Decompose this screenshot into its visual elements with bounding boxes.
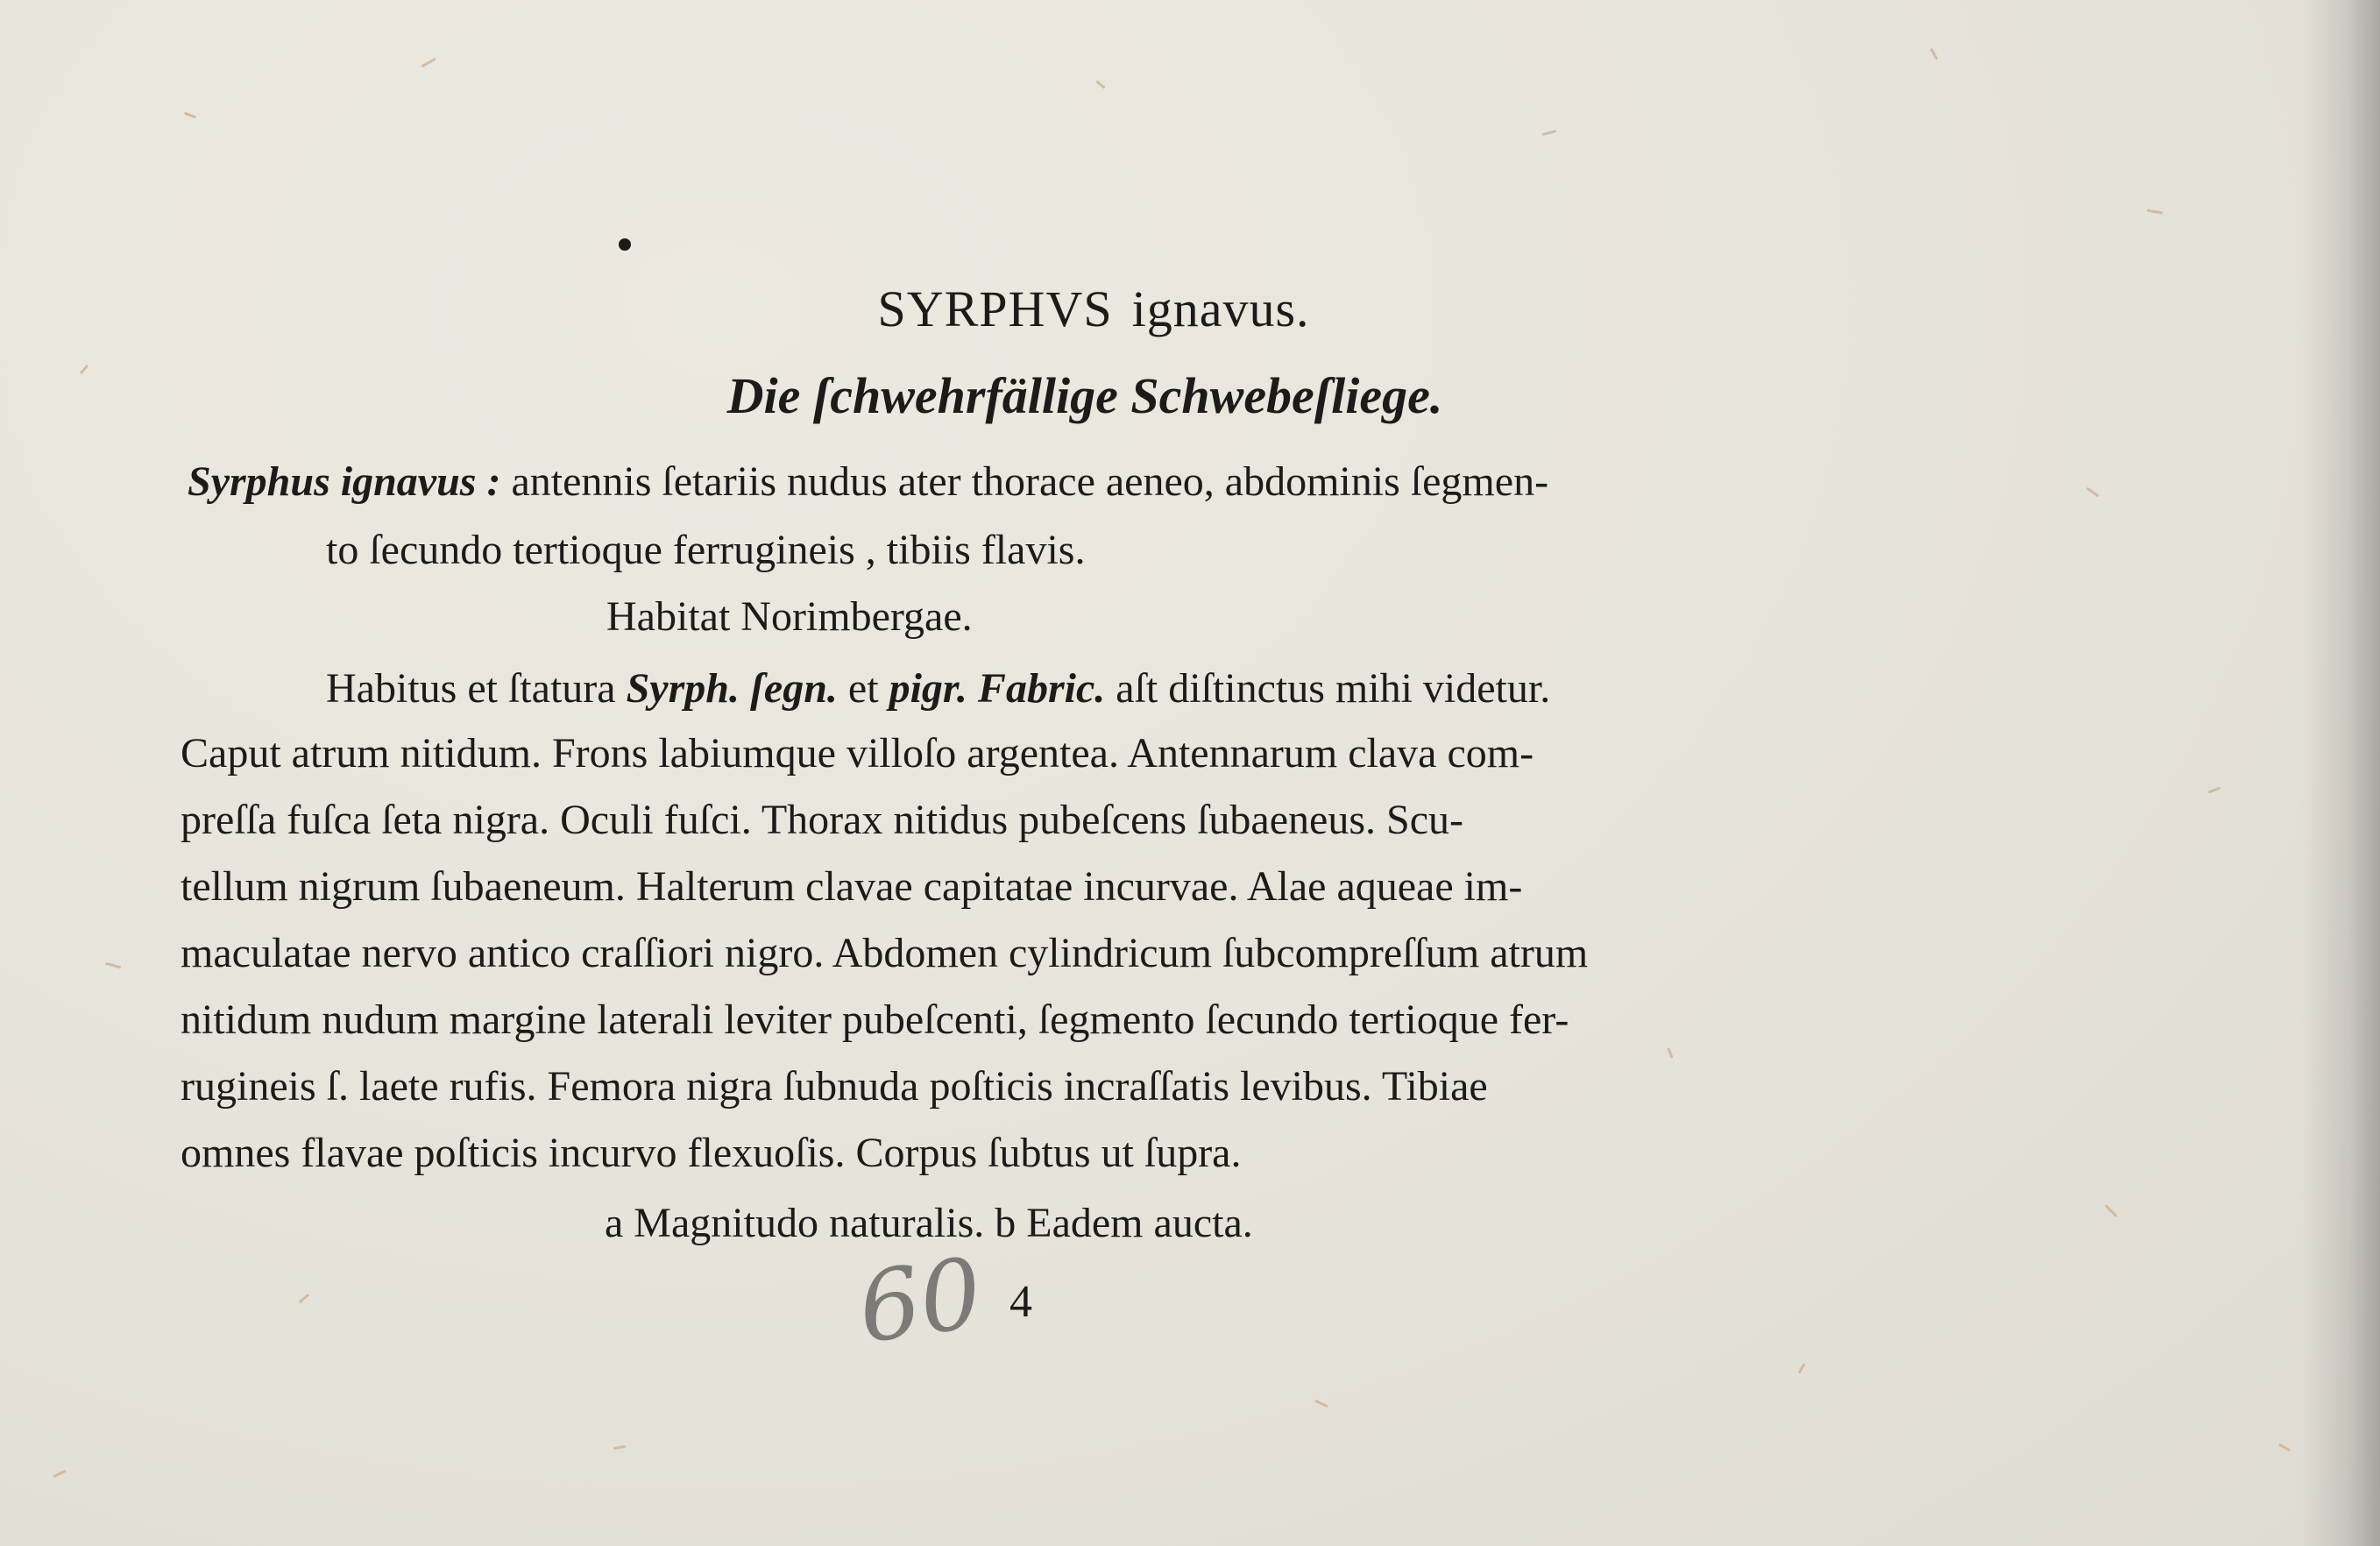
description-line-6: nitidum nudum margine laterali leviter pubeſcenti, ſegmento ſecundo tertioque fer-	[181, 996, 1569, 1043]
pencil-annotation: 60	[851, 1236, 989, 1365]
german-title: Die ſchwehrfällige Schwebeſliege.	[726, 367, 1443, 424]
description-text-1e: aſt diſtinctus mihi videtur.	[1116, 665, 1551, 712]
description-line-5: maculatae nervo antico craſſiori nigro. Abdomen cylindricum ſubcompreſſum atrum	[181, 930, 1589, 976]
description-taxon-2: pigr. Fabric.	[889, 665, 1106, 712]
habitat-line: Habitat Norimbergae.	[606, 593, 973, 640]
description-line-8: omnes flavae poſticis incurvo flexuoſis. Corpus ſubtus ut ſupra.	[181, 1130, 1242, 1176]
species-title	[0, 279, 2284, 338]
diagnosis-text-1: antennis ſetariis nudus ater thorace aeneo, abdominis ſegmen-	[511, 458, 1549, 505]
description-line-2: Caput atrum nitidum. Frons labiumque villoſo argentea. Antennarum clava com-	[181, 730, 1534, 777]
page-number: 4	[1009, 1277, 1032, 1327]
description-text-1a: Habitus et ſtatura	[326, 665, 616, 712]
page-edge-shadow	[2301, 0, 2380, 1546]
diagnosis-lead: Syrphus ignavus :	[188, 458, 501, 505]
ink-dot	[619, 238, 631, 251]
diagnosis-line-2: to ſecundo tertioque ferrugineis , tibiis flavis.	[326, 527, 1086, 573]
figure-caption: a Magnitudo naturalis. b Eadem aucta.	[605, 1200, 1253, 1246]
description-taxon-1: Syrph. ſegn.	[626, 665, 838, 712]
description-line-1	[326, 663, 1550, 715]
diagnosis-line-1	[188, 456, 1548, 508]
description-line-7: rugineis ſ. laete rufis. Femora nigra ſubnuda poſticis incraſſatis levibus. Tibiae	[181, 1063, 1488, 1110]
genus-name: SYRPHVS	[877, 280, 1113, 337]
description-text-1c: et	[847, 665, 879, 712]
description-line-4: tellum nigrum ſubaeneum. Halterum clavae capitatae incurvae. Alae aqueae im-	[181, 863, 1523, 910]
species-name: ignavus.	[1131, 280, 1310, 337]
description-line-3: preſſa fuſca ſeta nigra. Oculi fuſci. Thorax nitidus pubeſcens ſubaeneus. Scu-	[181, 797, 1463, 843]
